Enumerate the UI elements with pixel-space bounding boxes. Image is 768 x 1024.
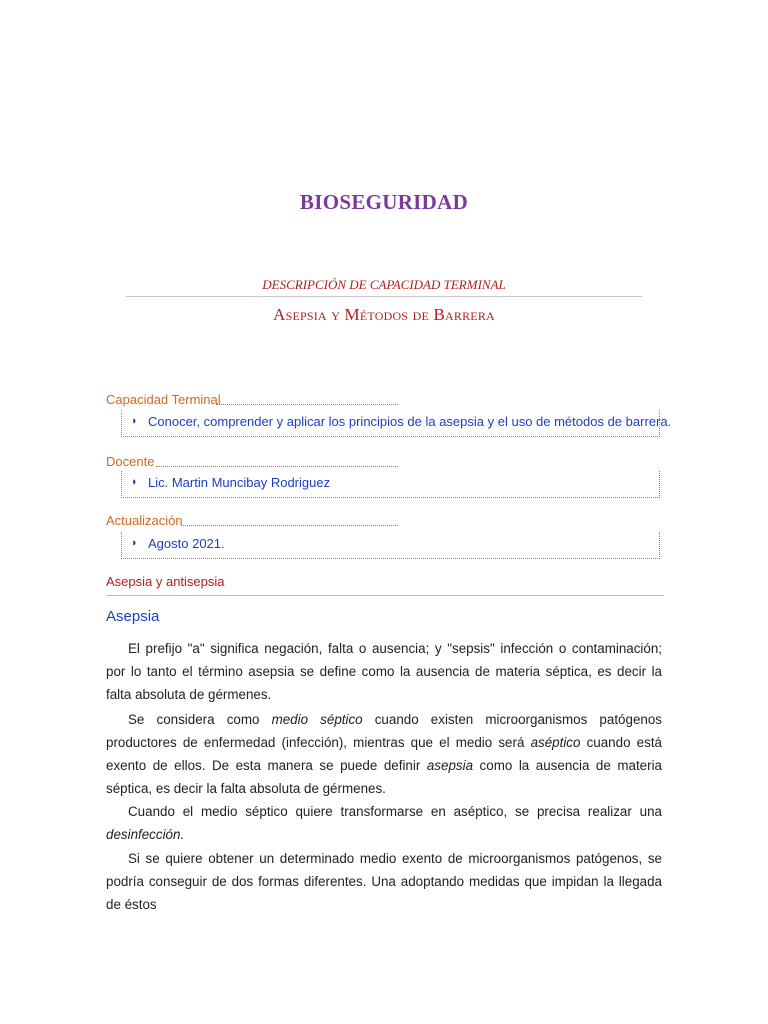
paragraph-text: Si se quiere obtener un determinado medio exento de microorganismos patógenos, se podría conseguir de dos formas diferentes. Una adoptando medidas que impidan la llegada de éstos bbox=[106, 851, 662, 912]
subsection-heading: Asepsia bbox=[106, 608, 160, 625]
field-label-capacidad: Capacidad Terminal bbox=[106, 392, 221, 407]
field-box-docente bbox=[121, 471, 660, 498]
field-label-actualizacion: Actualización bbox=[106, 513, 183, 528]
paragraph-text: El prefijo "a" significa negación, falta o ausencia; y "sepsis" infección o contaminación; por lo tanto el término asepsia se define como la ausencia de materia séptica, es decir la falta absoluta de gérmenes. bbox=[106, 641, 662, 702]
section-heading: Asepsia y antisepsia bbox=[106, 574, 225, 589]
description-heading: DESCRIPCIÓN DE CAPACIDAD TERMINAL bbox=[262, 277, 506, 292]
body-paragraph-4 bbox=[106, 847, 662, 916]
field-value-actualizacion: Agosto 2021. bbox=[148, 536, 225, 551]
field-value-docente: Lic. Martin Muncibay Rodriguez bbox=[148, 475, 331, 490]
document-title: BIOSEGURIDAD bbox=[299, 190, 469, 214]
divider bbox=[126, 296, 642, 297]
body-paragraph-3 bbox=[106, 800, 662, 846]
field-label-docente: Docente bbox=[106, 454, 155, 469]
field-box-actualizacion bbox=[121, 532, 660, 559]
paragraph-text: cuando está exento de ellos. De esta manera se puede definir bbox=[106, 735, 662, 773]
field-box-capacidad bbox=[121, 410, 672, 437]
field-value-capacidad: Conocer, comprender y aplicar los principios de la asepsia y el uso de métodos de barrera. bbox=[148, 414, 672, 429]
paragraph-text: como la ausencia de materia séptica, es decir la falta absoluta de gérmenes. bbox=[106, 758, 662, 796]
paragraph-text: cuando existen microorganismos patógenos productores de enfermedad (infección), mientras que el medio será bbox=[106, 712, 662, 750]
paragraph-text: Se considera como bbox=[128, 712, 272, 727]
right-triangle-bullet-icon: ◗ bbox=[131, 537, 138, 549]
body-paragraph-2 bbox=[106, 708, 662, 800]
document-subtitle: Asepsia y Métodos de Barrera bbox=[273, 305, 495, 324]
label-leader-dots bbox=[216, 404, 398, 405]
section-divider bbox=[106, 595, 664, 596]
emphasis-text: asepsia bbox=[426, 758, 474, 773]
emphasis-text: medio séptico bbox=[271, 712, 363, 727]
body-paragraph-1 bbox=[106, 637, 662, 706]
right-triangle-bullet-icon: ◗ bbox=[131, 476, 138, 488]
label-leader-dots bbox=[156, 466, 398, 467]
label-leader-dots bbox=[181, 525, 398, 526]
emphasis-text: desinfección. bbox=[106, 827, 185, 842]
right-triangle-bullet-icon: ◗ bbox=[131, 415, 138, 427]
emphasis-text: aséptico bbox=[530, 735, 581, 750]
paragraph-text: Cuando el medio séptico quiere transformarse en aséptico, se precisa realizar una bbox=[128, 804, 662, 819]
